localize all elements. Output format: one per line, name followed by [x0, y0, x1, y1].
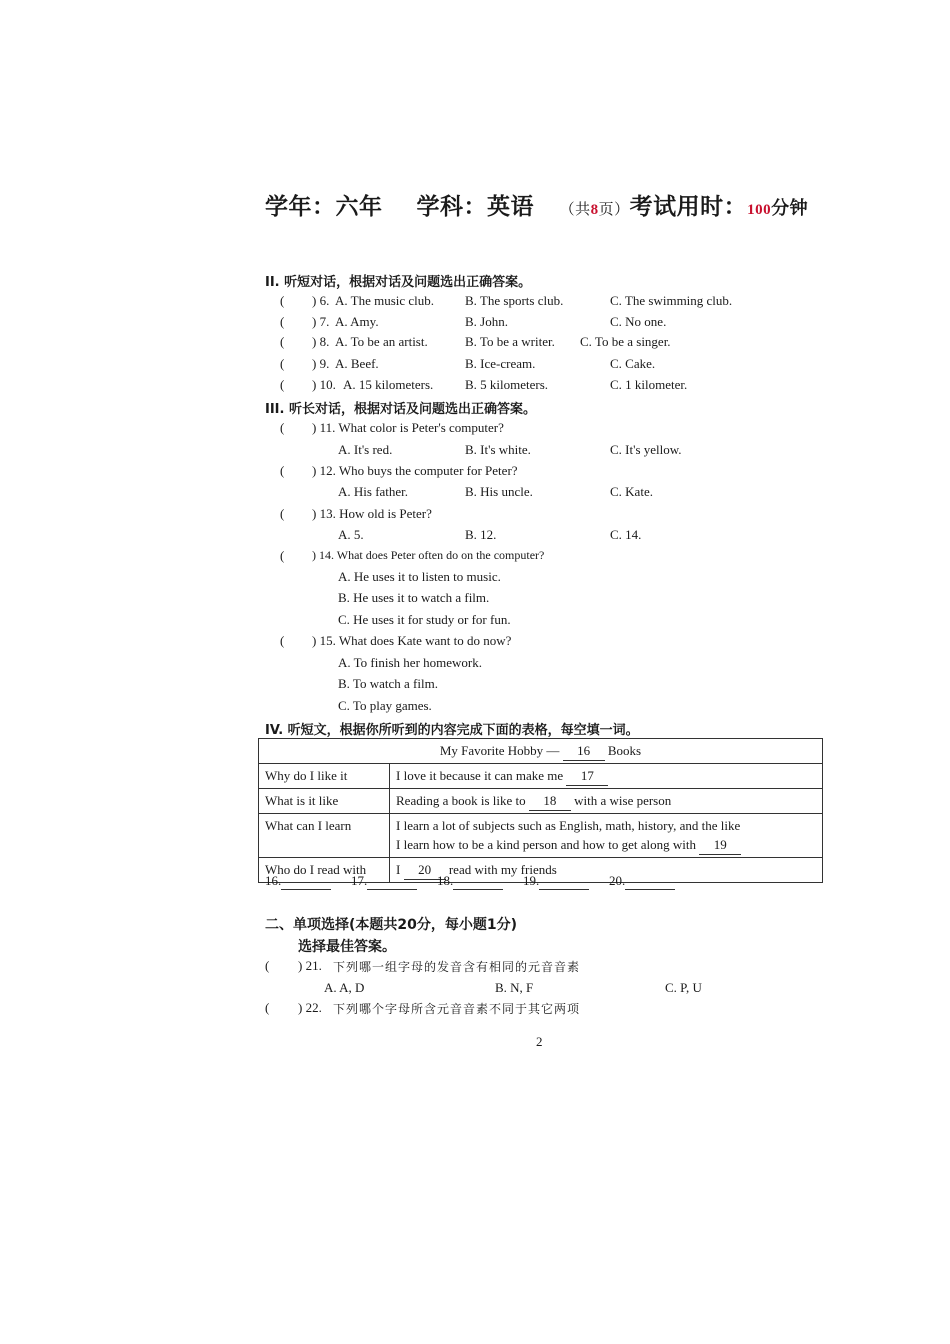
- table-title-end: Books: [607, 743, 642, 758]
- page-number: 2: [536, 1034, 543, 1049]
- time-unit: 分钟: [771, 198, 809, 219]
- answer-17[interactable]: [367, 873, 417, 890]
- answer-20[interactable]: [625, 873, 675, 890]
- table-row: Who do I read with I 20 read with my friends: [259, 858, 823, 883]
- exam-header: [265, 188, 808, 221]
- table-row: What can I learn I learn a lot of subjects such as English, math, history, and the like I learn how to be a kind person and how to get along with 19: [259, 814, 823, 858]
- pages-prefix: （共: [559, 200, 591, 218]
- time-label: 考试用时：: [629, 194, 748, 220]
- blank-18[interactable]: 18: [529, 791, 571, 811]
- grade-value: 六年: [335, 194, 383, 220]
- part-2-title: 二、单项选择(本题共20分，每小题1分): [265, 917, 518, 933]
- subject-value: 英语: [487, 194, 535, 220]
- time-value: 100: [747, 202, 772, 218]
- section-4-title: IV. 听短文，根据你所听到的内容完成下面的表格，每空填一词。: [265, 723, 639, 738]
- table-title-row: [259, 739, 823, 764]
- answer-18[interactable]: [453, 873, 503, 890]
- subject-label: 学科：: [416, 194, 488, 220]
- answer-19[interactable]: [539, 873, 589, 890]
- blank-17[interactable]: 17: [566, 766, 608, 786]
- blank-16[interactable]: 16: [563, 741, 605, 761]
- blank-20[interactable]: 20: [404, 860, 446, 880]
- table-row: What is it like Reading a book is like to 18 with a wise person: [259, 789, 823, 814]
- blank-19[interactable]: 19: [699, 835, 741, 855]
- section-3-title: III. 听长对话，根据对话及问题选出正确答案。: [265, 402, 536, 417]
- answer-16[interactable]: [281, 873, 331, 890]
- table-row: Why do I like it I love it because it can make me 17: [259, 764, 823, 789]
- table-title: My Favorite Hobby —: [439, 743, 560, 758]
- grade-label: 学年：: [265, 194, 336, 220]
- hobby-table: [258, 738, 823, 883]
- section-2-title: II. 听短对话，根据对话及问题选出正确答案。: [265, 275, 532, 290]
- pages-count: 8: [590, 202, 599, 218]
- pages-suffix: 页）: [598, 200, 630, 218]
- part-2-subtitle: 选择最佳答案。: [298, 939, 396, 955]
